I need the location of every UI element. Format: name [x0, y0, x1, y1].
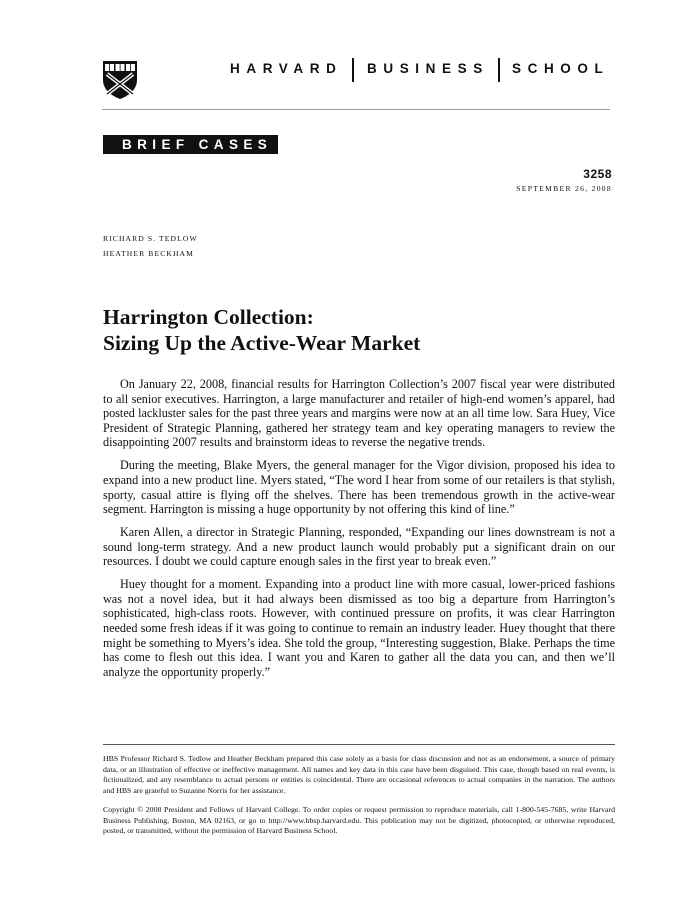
body-text — [103, 377, 615, 688]
series-banner: BRIEF CASES — [103, 135, 278, 154]
footnote-rule — [103, 744, 615, 745]
body-paragraph: During the meeting, Blake Myers, the general manager for the Vigor division, proposed his idea to expand into a new product line. Myers stated, “The word I hear from some of our retailers is that stylish, sporty, casual attire is flying off the shelves. There has been tremendous growth in the active-wear segment. Harrington is missing a huge opportunity by not offering this kind of line.” — [103, 458, 615, 517]
header-rule — [102, 109, 610, 110]
masthead-divider — [498, 58, 500, 82]
footnote-disclaimer: HBS Professor Richard S. Tedlow and Heather Beckham prepared this case solely as a basis for class discussion and not as an endorsement, a source of primary data, or an illustration of effective or ineffective management. All names and key data in this case have been disguised. This case, though based on real events, is fictionalized, and any resemblance to actual persons or entities is coincidental. There are occasional references to actual companies in the narration. The authors and HBS are grateful to Suzanne Norris for her assistance. — [103, 754, 615, 796]
harvard-shield-icon — [102, 60, 138, 100]
body-paragraph: On January 22, 2008, financial results for Harrington Collection’s 2007 fiscal year were distributed to all senior executives. Harrington, a large manufacturer and retailer of high-end women’s apparel, had posted lackluster sales for the past three years and margins were now at an all time low. Sara Huey, Vice President of Strategic Planning, gathered her strategy team and key operating managers to review the disappointing 2007 results and brainstorm ideas to reverse the negative trends. — [103, 377, 615, 450]
title-line-1: Harrington Collection: — [103, 305, 314, 329]
masthead-word-harvard: HARVARD — [230, 61, 343, 76]
case-title — [103, 304, 613, 356]
case-number: 3258 — [583, 167, 612, 181]
masthead-divider — [352, 58, 354, 82]
body-paragraph: Karen Allen, a director in Strategic Planning, responded, “Expanding our lines downstream is not a sound long-term strategy. And a new product launch would probably put a significant drain on our resources. I doubt we could capture enough sales in the first year to break even.” — [103, 525, 615, 569]
author-name: RICHARD S. TEDLOW — [103, 234, 198, 243]
title-line-2: Sizing Up the Active-Wear Market — [103, 331, 421, 355]
masthead-word-school: SCHOOL — [512, 61, 610, 76]
footnote-copyright: Copyright © 2008 President and Fellows of Harvard College. To order copies or request permission to reproduce materials, call 1-800-545-7685, write Harvard Business Publishing, Boston, MA 02163, or go to http://www.hbsp.harvard.edu. This publication may not be digitized, photocopied, or otherwise reproduced, posted, or transmitted, without the permission of Harvard Business School. — [103, 805, 615, 836]
masthead-word-business: BUSINESS — [367, 61, 489, 76]
body-paragraph: Huey thought for a moment. Expanding into a product line with more casual, lower-priced fashions was not a novel idea, but it had always been dismissed as too big a departure from Harrington’s sophisticated, high-class roots. However, with continued pressure on profits, it was clear Harrington needed some fresh ideas if it was going to continue to remain an industry leader. Huey thought that there might be something to Myers’s idea. She told the group, “Interesting suggestion, Blake. Perhaps the time has come to flesh out this idea. I want you and Karen to gather all the data you can, and then we’ll analyze the opportunity properly.” — [103, 577, 615, 679]
masthead — [230, 61, 615, 83]
case-date: SEPTEMBER 26, 2008 — [516, 184, 612, 193]
author-name: HEATHER BECKHAM — [103, 249, 194, 258]
